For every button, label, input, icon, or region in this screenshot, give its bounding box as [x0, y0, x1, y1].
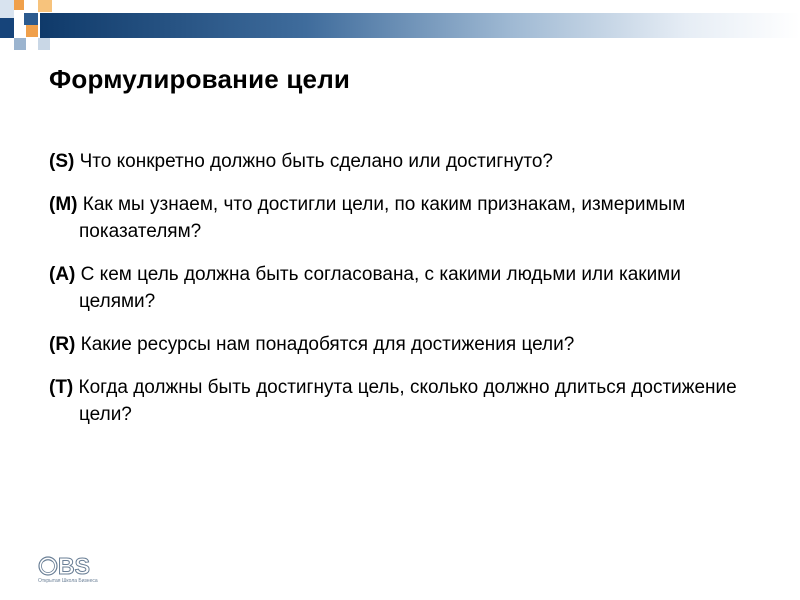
smart-criteria-list — [49, 148, 749, 444]
decor-square — [24, 13, 38, 25]
criterion-tag: (M) — [49, 194, 78, 215]
criterion-tag: (A) — [49, 264, 76, 285]
decor-square — [14, 0, 24, 10]
decor-square — [38, 38, 50, 50]
criterion-text: Как мы узнаем, что достигли цели, по каким признакам, измеримым показателям? — [79, 194, 686, 242]
criterion-tag: (S) — [49, 151, 75, 172]
list-item-r — [49, 331, 749, 358]
header-gradient-bar — [40, 13, 800, 38]
slide-title: Формулирование цели — [49, 64, 351, 94]
list-item-s — [49, 148, 749, 175]
criterion-text: Что конкретно должно быть сделано или достигнуто? — [79, 151, 553, 172]
criterion-tag: (R) — [49, 334, 76, 355]
svg-text:Открытая Школа Бизнеса: Открытая Школа Бизнеса — [38, 578, 98, 584]
decor-square — [14, 38, 26, 50]
decor-square — [38, 0, 52, 12]
list-item-t — [49, 374, 749, 428]
decor-square — [0, 0, 14, 18]
list-item-a — [49, 261, 749, 315]
criterion-text: Какие ресурсы нам понадобятся для достижения цели? — [80, 334, 575, 355]
criterion-text: Когда должны быть достигнута цель, сколько должно длиться достижение цели? — [78, 377, 737, 425]
list-item-m — [49, 191, 749, 245]
decor-square — [0, 18, 14, 38]
obs-logo — [37, 552, 103, 584]
svg-text:BS: BS — [58, 553, 90, 579]
obs-logo-graphic — [37, 552, 103, 584]
criterion-tag: (T) — [49, 377, 74, 398]
decor-square — [26, 25, 38, 37]
criterion-text: С кем цель должна быть согласована, с какими людьми или какими целями? — [79, 264, 681, 312]
